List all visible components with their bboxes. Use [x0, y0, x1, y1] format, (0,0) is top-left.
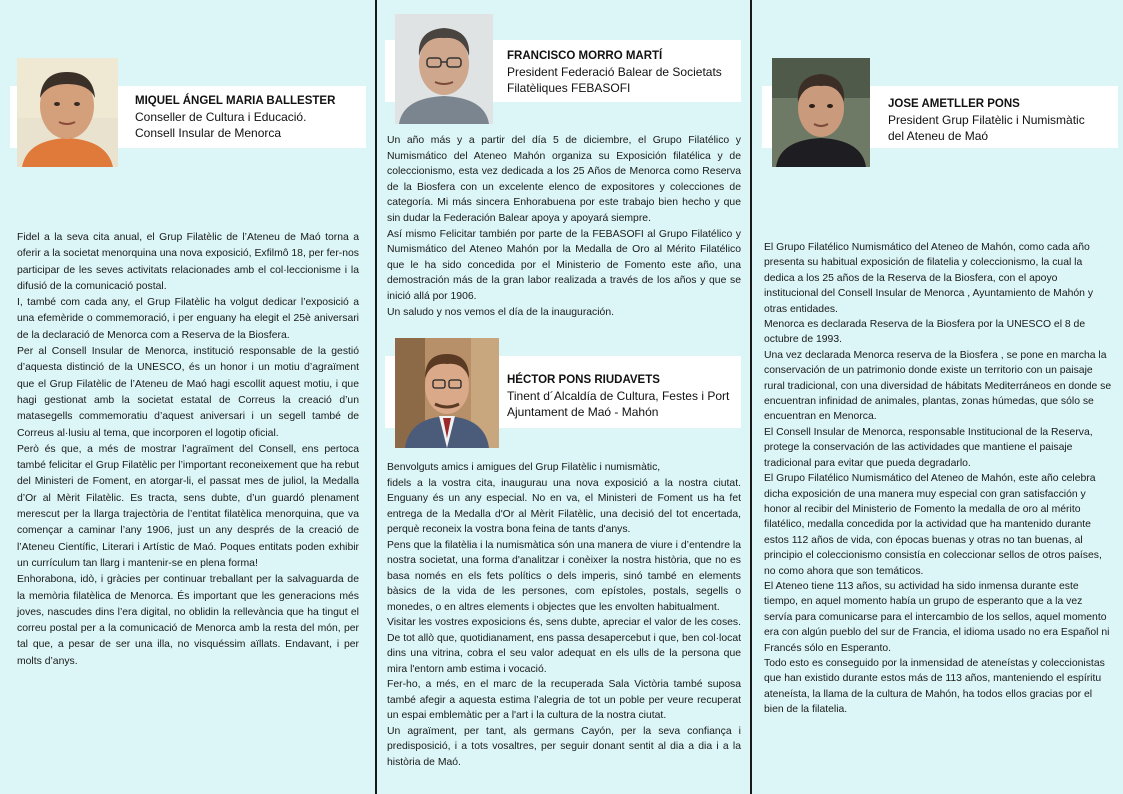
paragraph: El Ateneo tiene 113 años, su actividad ha sido inmensa durante este tiempo, en aquel momento había un grupo de esperanto que a la vez servía para comunicarse para el intercambio de los sellos, aquel momento era con algún pueblo del sur de Francia, el idioma usado no era Español ni Francés sólo en Esperanto. — [764, 580, 1110, 654]
header-text-grup — [888, 96, 1120, 144]
portrait-photo-federacio — [395, 14, 493, 124]
header-text-federacio — [507, 48, 743, 96]
paragraph: Un agraïment, per tant, als germans Cayón, per la seva confiança i predisposició, i a tots vosaltres, per seguir donant sentit al dia a dia i a la història de Maó. — [387, 725, 741, 768]
header-text-conseller — [135, 93, 367, 141]
letter-body-grup — [764, 240, 1112, 718]
paragraph: Enhorabona, idò, i gràcies per continuar treballant per la salvaguarda de la memòria filatèlica de Menorca. És important que les generacions més joves, nascudes dins l’era digital, no oblidin la rellevància que ha tingut el correu postal per a la comunicació de Menorca amb la resta del món, per tal que, a pesar de ser una illa, no visquéssim aïllats. Endavant, i per molts d’anys. — [17, 574, 359, 667]
letter-body-conseller — [17, 230, 359, 670]
person-role-line: del Ateneu de Maó — [888, 129, 989, 143]
portrait-photo-conseller — [17, 58, 118, 167]
person-name: MIQUEL ÁNGEL MARIA BALLESTER — [135, 95, 336, 107]
paragraph: I, també com cada any, el Grup Filatèlic ha volgut dedicar l’exposició a una efemèride o commemoració, i per enguany ha elegit el 25è aniversari de la declaració de Menorca com a Reserva de la Biosfera. — [17, 297, 359, 341]
person-name: JOSE AMETLLER PONS — [888, 98, 1020, 110]
paragraph: Fer-ho, a més, en el marc de la recuperada Sala Victòria també suposa també afegir a aquesta estima l’alegria de tot un poble per veure recuperat un espai emblemàtic per a l'art i la cultura de la nostra ciutat. — [387, 679, 741, 721]
person-role-line: Filatèliques FEBASOFI — [507, 81, 631, 95]
paragraph: Todo esto es conseguido por la inmensidad de ateneístas y coleccionistas que han existido durante estos más de 113 años, manteniendo el espíritu ateneísta, la llama de la cultura de Mahón, ha todos ellos gracias por el bien de la filatelia. — [764, 657, 1105, 716]
paragraph: Un año más y a partir del día 5 de diciembre, el Grupo Filatélico y Numismático del Ateneo Mahón organiza su Exposición filatélica y de coleccionismo, esta vez dedicada a los 25 Años de Menorca como Reserva de la Biosfera con un excelente elenco de expositores y colecciones de categoría. Mi más sincera Enhorabuena por este trabajo bien hecho y que sin dudar la Federación Balear apoya y apoyará siempre. — [387, 135, 741, 224]
paragraph: Però és que, a més de mostrar l’agraïment del Consell, ens pertoca també felicitar el Grup Filatèlic per l’important reconeixement que ha rebut del Ministeri de Foment, en atorgar-li, el passat mes de juliol, la Medalla d’Or al Mèrit Filatèlic. Es tracta, sens dubte, d’un guardó plenament merescut per la llarga trajectòria de l’entitat filatèlica menorquina, que va començar a caminar l’any 1906, just un any després de la creació de l’Ateneu Científic, Literari i Artístic de Maó. Poques entitats poden exhibir un currículum tan llarg i mantenir-se en plena forma! — [17, 443, 359, 569]
paragraph: Un saludo y nos vemos el día de la inauguración. — [387, 306, 615, 318]
paragraph: El Grupo Filatélico Numismático del Ateneo de Mahón, como cada año presenta su habitual exposición de filatelia y coleccionismo, la cual la dedica a los 25 años de la Reserva de la Biosfera, con el apoyo institucional del Consell Insular de Menorca , Ayuntamiento de Mahón y otras entidades. — [764, 242, 1094, 315]
person-role-line: President Grup Filatèlic i Numismàtic — [888, 113, 1085, 127]
header-text-ajuntament — [507, 372, 743, 420]
column-federacio — [377, 0, 750, 794]
paragraph: Menorca es declarada Reserva de la Biosfera por la UNESCO el 8 de octubre de 1993. — [764, 319, 1086, 346]
person-name: FRANCISCO MORRO MARTÍ — [507, 50, 663, 62]
person-role-line: Conseller de Cultura i Educació. — [135, 110, 307, 124]
column-grup-filatelic — [752, 0, 1123, 794]
paragraph: Benvolguts amics i amigues del Grup Filatèlic i numismàtic, — [387, 462, 661, 473]
paragraph: Así mismo Felicitar también por parte de la FEBASOFI al Grupo Filatélico y Numismático del Ateneo Mahón por la Medalla de Oro al Mérito Filatélico que le ha sido concedida por el Ministerio de Fomento este año, una demostración más de la gran labor realizada a través de los años y que se inició allá por 1906. — [387, 228, 741, 302]
paragraph: El Consell Insular de Menorca, responsable Institucional de la Reserva, protege la conservación de las actividades que mantiene el paisaje tradicional para evitar que pueda degradarlo. — [764, 426, 1093, 469]
paragraph: Fidel a la seva cita anual, el Grup Filatèlic de l’Ateneu de Maó torna a oferir a la societat menorquina una nova exposició, Exfilmô 18, per fer-nos participar de les seves activitats relacionades amb el col·leccionisme i la difusió de la comunicació postal. — [17, 232, 359, 292]
portrait-photo-grup — [772, 58, 870, 167]
paragraph: El Grupo Filatélico Numismático del Ateneo de Mahón, este año celebra dicha exposición de una manera muy especial con gran satisfacción y honor al recibir del Ministerio de Fomento la medalla de oro al mérito filatélico, medalla concedida por la actividad que ha mantenido durante estos 112 años de vida, con épocas buenas y otras no tan buenas, al principio el coleccionismo consistía en coleccionar sellos de otros países, no como ahora que son temáticos. — [764, 473, 1102, 577]
paragraph: fidels a la vostra cita, inaugurau una nova exposició a la nostra ciutat. Enguany és un any especial. No en va, el Ministeri de Foment us ha fet entrega de la Medalla d'Or al Mèrit Filatèlic, una decisió del tot encertada, perquè reconeix la vostra bona feina de tants d'anys. — [387, 477, 741, 535]
column-conseller — [0, 0, 375, 794]
paragraph: Visitar les vostres exposicions és, sens dubte, apreciar el valor de les coses. De tot allò que, quotidianament, ens passa desapercebut i que, ben col·locat dins una vitrina, cobra el seu valor adequat en els ulls de la persona que mira l'entorn amb estima i vocació. — [387, 617, 741, 675]
person-role-line: Consell Insular de Menorca — [135, 126, 282, 140]
letter-body-ajuntament — [387, 460, 741, 770]
person-role-line: President Federació Balear de Societats — [507, 65, 722, 79]
paragraph: Per al Consell Insular de Menorca, institució responsable de la gestió d’aquesta distinció de la UNESCO, és un honor i un motiu d’agraïment que el Grup Filatèlic de l’Ateneu de Maó hagi escollit aquest motiu, i que hagi gestionat amb la societat estatal de Correus la creació d’un matasegells commemoratiu d’aquest aniversari i un segell també de Correus al·lusiu al tema, que incorporen el logotip oficial. — [17, 346, 359, 439]
portrait-photo-ajuntament — [395, 338, 499, 448]
paragraph: Una vez declarada Menorca reserva de la Biosfera , se pone en marcha la conservación de un patrimonio donde existe un territorio con un paisaje rural tradicional, con una diversidad de hábitats Mediterráneos en donde se encuentran infinidad de animales, plantas, zonas húmedas, que sólo se encuentran en Menorca. — [764, 349, 1112, 423]
person-role-line: Tinent d´Alcaldía de Cultura, Festes i Port — [507, 389, 730, 403]
person-role-line: Ajuntament de Maó - Mahón — [507, 405, 659, 419]
paragraph: Pens que la filatèlia i la numismàtica són una manera de viure i d’entendre la nostra societat, una forma d'analitzar i conèixer la nostra història, que no es basa només en els fets polítics o dels imperis, sinó també en elements bàsics de la vida de les persones, com epístoles, postals, segells o monedes, o en altres elements i objectes que les envolten habitualment. — [387, 539, 741, 613]
letter-body-federacio — [387, 133, 741, 320]
person-name: HÉCTOR PONS RIUDAVETS — [507, 374, 660, 386]
